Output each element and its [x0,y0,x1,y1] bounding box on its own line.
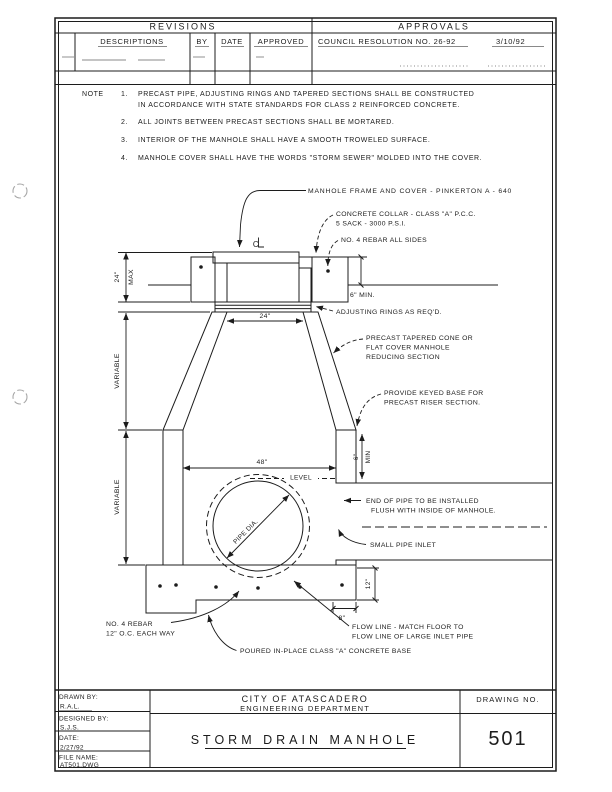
dim-24-top: 24" [259,313,271,320]
cone-wall-left [163,312,227,430]
riser-section [163,430,356,565]
level-label: LEVEL [290,474,312,482]
notes-label: NOTE [82,91,104,98]
sheet-title: STORM DRAIN MANHOLE [190,733,420,747]
callout-keyed-1: PROVIDE KEYED BASE FOR [384,390,484,397]
revisions-header: REVISIONS [149,21,217,32]
designed-by-value: S.J.S. [60,724,80,732]
callout-collar-2: 5 SACK - 3000 P.S.I. [336,220,406,228]
pipe-dia-label: PIPE DIA. [232,518,260,546]
leader-small-pipe [339,530,367,545]
council-resolution-date: 3/10/92 [496,37,526,46]
council-resolution: COUNCIL RESOLUTION NO. 26-92 [318,37,456,46]
table-ruling-marks [62,47,546,67]
note-1-number: 1. [121,91,128,98]
frame-seat [299,257,312,268]
callout-endpipe-1: END OF PIPE TO BE INSTALLED [366,498,479,505]
callout-cone-1: PRECAST TAPERED CONE OR [366,335,474,342]
agency-name: CITY OF ATASCADERO [241,694,369,704]
dim-variable-riser: VARIABLE [114,479,121,515]
base-slab [146,475,356,614]
callout-poured-base: POURED IN-PLACE CLASS "A" CONCRETE BASE [240,648,412,655]
drawing-no-label: DRAWING NO. [476,695,540,704]
leader-flow-line [294,581,349,626]
dim-8: 8" [338,615,346,622]
frame-and-cover [148,252,498,302]
leader-frame-cover [240,191,307,248]
callout-collar-1: CONCRETE COLLAR - CLASS "A" P.C.C. [336,211,476,218]
callout-rebar-sides: NO. 4 REBAR ALL SIDES [341,237,428,244]
dim-24-max-value: 24" [114,271,121,283]
note-2-number: 2. [121,119,128,126]
drawing-no-value: 501 [488,728,528,750]
callout-cone-2: FLAT COVER MANHOLE [366,344,450,352]
note-1-line-2: IN ACCORDANCE WITH STATE STANDARDS FOR CLASS 2 REINFORCED CONCRETE. [138,102,460,109]
approvals-header: APPROVALS [398,21,470,32]
col-descriptions: DESCRIPTIONS [100,37,164,46]
rebar-dot-left [199,265,203,269]
note-1-line-1: PRECAST PIPE, ADJUSTING RINGS AND TAPERED SECTIONS SHALL BE CONSTRUCTED [138,91,475,98]
note-2-text: ALL JOINTS BETWEEN PRECAST SECTIONS SHALL BE MORTARED. [138,119,395,126]
agency-department: ENGINEERING DEPARTMENT [240,704,370,713]
dim-24-max-suffix: MAX [128,269,135,285]
callout-keyed-2: PRECAST RISER SECTION. [384,399,481,407]
callout-flow-1: FLOW LINE - MATCH FLOOR TO [352,624,464,631]
manhole-cover [213,252,299,263]
dim-12-base: 12" [365,578,372,590]
note-4-number: 4. [121,155,128,162]
riser-wall-right-lower [336,560,356,565]
base-rebar-dots [158,583,344,590]
callout-adjusting-rings: ADJUSTING RINGS AS REQ'D. [336,309,442,316]
leader-lines [171,191,381,651]
callout-flow-2: FLOW LINE OF LARGE INLET PIPE [352,633,474,641]
general-notes [82,91,482,162]
centerline-symbol [253,238,264,250]
svg-text:C: C [252,240,260,249]
file-name-value: AT501.DWG [60,761,100,769]
adjusting-rings [212,302,318,312]
callout-frame-cover: MANHOLE FRAME AND COVER - PINKERTON A - 640 [308,188,513,195]
col-date: DATE [221,37,243,46]
callout-rebar-base-2: 12" O.C. EACH WAY [106,630,176,638]
concrete-collar-right [312,257,348,302]
binder-hole-marks [13,184,27,404]
col-by: BY [196,37,208,46]
frame-wall-right [299,268,311,302]
riser-wall-left [163,430,183,565]
drawn-by-value: R.A.L. [60,703,80,711]
rebar-dot-right [326,269,330,273]
callout-cone-3: REDUCING SECTION [366,354,440,361]
title-block [55,690,556,769]
file-name-label: FILE NAME: [59,754,99,762]
leader-poured-base [209,615,237,651]
leader-adjusting-rings [316,307,333,312]
manhole-section-drawing [106,188,552,655]
date-value: 2/27/92 [60,744,84,752]
note-3-text: INTERIOR OF THE MANHOLE SHALL HAVE A SMOOTH TROWELED SURFACE. [138,137,431,144]
callout-small-pipe: SMALL PIPE INLET [370,542,437,549]
leader-collar [316,215,333,253]
dim-6-pipe-value: 6" [353,453,360,461]
col-approved: APPROVED [257,37,305,46]
date-label: DATE: [59,735,80,742]
leader-rebar-sides [328,241,338,267]
note-3-number: 3. [121,137,128,144]
frame-wall-left [215,263,227,302]
revisions-approvals-table [55,18,556,85]
callout-rebar-base-1: NO. 4 REBAR [106,621,153,628]
designed-by-label: DESIGNED BY: [59,715,109,723]
dim-6-min-collar: 6" MIN. [350,292,375,299]
dim-variable-cone: VARIABLE [114,353,121,389]
cone-wall-right [303,312,356,430]
leader-cone [334,339,364,353]
note-4-text: MANHOLE COVER SHALL HAVE THE WORDS "STORM SEWER" MOLDED INTO THE COVER. [138,155,483,162]
callout-endpipe-2: FLUSH WITH INSIDE OF MANHOLE. [371,507,496,515]
dim-48: 48" [256,459,268,466]
dim-6-pipe-min: MIN [365,450,372,464]
tapered-cone [163,312,356,430]
leader-rebar-base [171,591,239,623]
leader-keyed-base [357,394,381,426]
drawn-by-label: DRAWN BY: [59,694,98,701]
concrete-collar-left [191,257,215,302]
